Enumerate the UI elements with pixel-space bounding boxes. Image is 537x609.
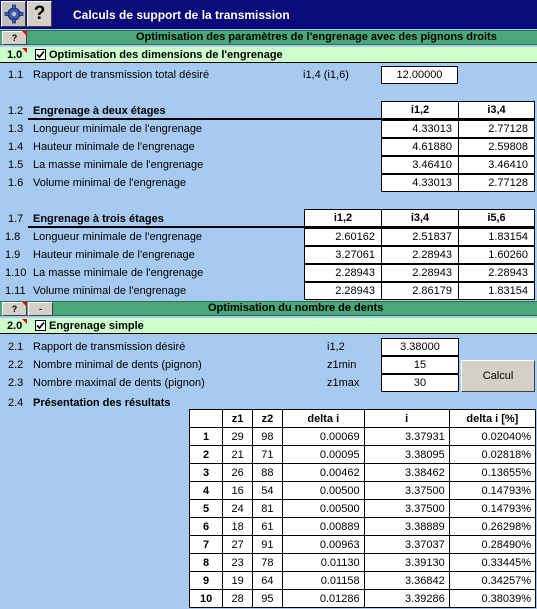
value-cell: 4.61880: [381, 138, 459, 156]
z1-cell: 26: [223, 464, 253, 482]
z1-cell: 29: [223, 428, 253, 446]
z1-cell: 16: [223, 482, 253, 500]
simple-gear-label: Engrenage simple: [49, 320, 144, 332]
table-row: [190, 572, 536, 590]
row-index: 4: [190, 482, 223, 500]
delta-i-cell: 0.00500: [282, 500, 364, 518]
results-title: Présentation des résultats: [33, 397, 171, 409]
z2-cell: 61: [253, 518, 283, 536]
delta-i-cell: 0.00462: [282, 464, 364, 482]
value-cell: 2.51837: [381, 228, 459, 246]
z1-cell: 21: [223, 446, 253, 464]
value-cell: 4.33013: [381, 174, 459, 192]
row-num: 1.6: [8, 177, 24, 189]
delta-i-cell: 0.00095: [282, 446, 364, 464]
col-header: i5,6: [458, 209, 535, 227]
simple-gear-checkbox[interactable]: [35, 320, 46, 331]
table-row: [190, 536, 536, 554]
row-index: 3: [190, 464, 223, 482]
delta-i-cell: 0.00500: [282, 482, 364, 500]
z2-cell: 88: [253, 464, 283, 482]
row-index: 9: [190, 572, 223, 590]
optim-dimensions-label: Optimisation des dimensions de l'engrenage: [49, 49, 283, 61]
window-title: Calculs de support de la transmission: [73, 8, 290, 22]
table-row: [190, 554, 536, 572]
check-icon: [36, 321, 45, 330]
row-index: 1: [190, 428, 223, 446]
calcul-button[interactable]: Calcul: [461, 360, 535, 392]
section2-help-button[interactable]: ?: [2, 302, 27, 316]
z2-cell: 81: [253, 500, 283, 518]
comment-marker-icon: [22, 319, 27, 324]
row-num: 2.4: [8, 397, 24, 409]
section1-help-button[interactable]: ?: [2, 31, 27, 45]
delta-pct-cell: 0.02040%: [449, 428, 535, 446]
z2-cell: 71: [253, 446, 283, 464]
row-index: 7: [190, 536, 223, 554]
results-corner: [190, 410, 223, 428]
delta-i-cell: 0.00069: [282, 428, 364, 446]
row-index: 5: [190, 500, 223, 518]
value-cell: 3.27061: [304, 246, 382, 264]
value-cell: 2.28943: [381, 246, 459, 264]
col-header: z2: [253, 410, 283, 428]
metric-label: Longueur minimale de l'engrenage: [33, 123, 203, 135]
value-cell: 2.28943: [304, 282, 382, 300]
metric-label: Volume minimal de l'engrenage: [33, 285, 187, 297]
z2-cell: 78: [253, 554, 283, 572]
delta-i-cell: 0.01130: [282, 554, 364, 572]
input-label: Rapport de transmission désiré: [33, 341, 186, 353]
col-header: i1,2: [381, 101, 459, 119]
delta-pct-cell: 0.26298%: [449, 518, 535, 536]
delta-i-cell: 0.00889: [282, 518, 364, 536]
three-stage-title: Engrenage à trois étages: [33, 213, 164, 225]
col-header: i: [364, 410, 449, 428]
value-cell: 1.83154: [458, 228, 535, 246]
row-num: 2.2: [8, 359, 24, 371]
table-row: [190, 590, 536, 608]
gear-icon[interactable]: [1, 1, 26, 27]
value-cell: 3.46410: [381, 156, 459, 174]
col-header: i1,2: [304, 209, 382, 227]
i-cell: 3.38889: [364, 518, 449, 536]
value-cell: 2.59808: [458, 138, 535, 156]
row-num: 1.4: [8, 141, 24, 153]
value-cell: 2.77128: [458, 174, 535, 192]
i-cell: 3.37500: [364, 500, 449, 518]
i-cell: 3.37931: [364, 428, 449, 446]
table-row: [190, 428, 536, 446]
row-num: 1.9: [5, 249, 21, 261]
z1-cell: 24: [223, 500, 253, 518]
metric-label: La masse minimale de l'engrenage: [33, 267, 204, 279]
row-num: 1.11: [5, 285, 26, 297]
table-row: [190, 518, 536, 536]
param-input[interactable]: 30: [381, 374, 459, 392]
check-icon: [36, 50, 45, 59]
row-num: 2.3: [8, 377, 24, 389]
ratio-symbol: i1,4 (i1,6): [303, 69, 349, 81]
delta-pct-cell: 0.02818%: [449, 446, 535, 464]
input-symbol: i1,2: [327, 341, 345, 353]
section1-title: Optimisation des paramètres de l'engrenage avec des pignons droits: [136, 31, 497, 43]
delta-pct-cell: 0.14793%: [449, 500, 535, 518]
z2-cell: 64: [253, 572, 283, 590]
col-header: delta i: [282, 410, 364, 428]
optim-dimensions-checkbox[interactable]: [35, 49, 46, 60]
value-cell: 2.28943: [458, 264, 535, 282]
metric-label: Longueur minimale de l'engrenage: [33, 231, 203, 243]
table-row: [190, 464, 536, 482]
row-num: 1.2: [8, 105, 24, 117]
comment-marker-icon: [22, 31, 27, 36]
z1-cell: 18: [223, 518, 253, 536]
value-cell: 2.28943: [304, 264, 382, 282]
value-cell: 2.86179: [381, 282, 459, 300]
comment-marker-icon: [22, 302, 27, 307]
z2-cell: 95: [253, 590, 283, 608]
results-table: [189, 409, 536, 608]
row-index: 8: [190, 554, 223, 572]
value-cell: 3.46410: [458, 156, 535, 174]
row-num: 2.1: [8, 341, 24, 353]
col-header: i3,4: [458, 101, 535, 119]
input-label: Nombre minimal de dents (pignon): [33, 359, 202, 371]
i-cell: 3.37037: [364, 536, 449, 554]
delta-pct-cell: 0.14793%: [449, 482, 535, 500]
row-num: 1.8: [5, 231, 21, 243]
collapse-button[interactable]: -: [28, 302, 53, 316]
row-num: 1.1: [8, 69, 24, 81]
metric-label: Hauteur minimale de l'engrenage: [33, 141, 195, 153]
row-num: 2.0: [7, 320, 23, 332]
metric-label: Hauteur minimale de l'engrenage: [33, 249, 195, 261]
input-symbol: z1max: [327, 377, 360, 389]
z1-cell: 19: [223, 572, 253, 590]
col-header: z1: [223, 410, 253, 428]
row-index: 10: [190, 590, 223, 608]
row-index: 2: [190, 446, 223, 464]
delta-i-cell: 0.01158: [282, 572, 364, 590]
param-input[interactable]: 15: [381, 356, 459, 374]
value-cell: 2.28943: [381, 264, 459, 282]
table-row: [190, 500, 536, 518]
i-cell: 3.39286: [364, 590, 449, 608]
ratio-label: Rapport de transmission total désiré: [33, 69, 210, 81]
two-stage-title: Engrenage à deux étages: [33, 105, 166, 117]
delta-pct-cell: 0.38039%: [449, 590, 535, 608]
i-cell: 3.36842: [364, 572, 449, 590]
ratio-input[interactable]: 12.00000: [381, 66, 458, 84]
i-cell: 3.39130: [364, 554, 449, 572]
delta-i-cell: 0.01286: [282, 590, 364, 608]
i-cell: 3.38095: [364, 446, 449, 464]
table-row: [190, 446, 536, 464]
z2-cell: 54: [253, 482, 283, 500]
row-num: 1.10: [5, 267, 27, 279]
value-cell: 4.33013: [381, 120, 459, 138]
value-cell: 2.60162: [304, 228, 382, 246]
value-cell: 2.77128: [458, 120, 535, 138]
metric-label: Volume minimal de l'engrenage: [33, 177, 187, 189]
row-index: 6: [190, 518, 223, 536]
param-input[interactable]: 3.38000: [381, 338, 459, 356]
i-cell: 3.38462: [364, 464, 449, 482]
z2-cell: 98: [253, 428, 283, 446]
row-num: 1.7: [8, 213, 24, 225]
row-num: 1.3: [8, 123, 24, 135]
delta-i-cell: 0.00963: [282, 536, 364, 554]
row-num: 1.5: [8, 159, 24, 171]
input-symbol: z1min: [327, 359, 357, 371]
row-num: 1.0: [7, 49, 23, 61]
delta-pct-cell: 0.34257%: [449, 572, 535, 590]
section2-title: Optimisation du nombre de dents: [208, 302, 384, 314]
col-header: delta i [%]: [449, 410, 535, 428]
z1-cell: 28: [223, 590, 253, 608]
delta-pct-cell: 0.13655%: [449, 464, 535, 482]
value-cell: 1.60260: [458, 246, 535, 264]
col-header: i3,4: [381, 209, 459, 227]
z2-cell: 91: [253, 536, 283, 554]
metric-label: La masse minimale de l'engrenage: [33, 159, 204, 171]
i-cell: 3.37500: [364, 482, 449, 500]
value-cell: 1.83154: [458, 282, 535, 300]
comment-marker-icon: [22, 48, 27, 53]
delta-pct-cell: 0.33445%: [449, 554, 535, 572]
delta-pct-cell: 0.28490%: [449, 536, 535, 554]
input-label: Nombre maximal de dents (pignon): [33, 377, 205, 389]
z1-cell: 27: [223, 536, 253, 554]
table-row: [190, 482, 536, 500]
help-button[interactable]: ?: [27, 1, 52, 27]
z1-cell: 23: [223, 554, 253, 572]
